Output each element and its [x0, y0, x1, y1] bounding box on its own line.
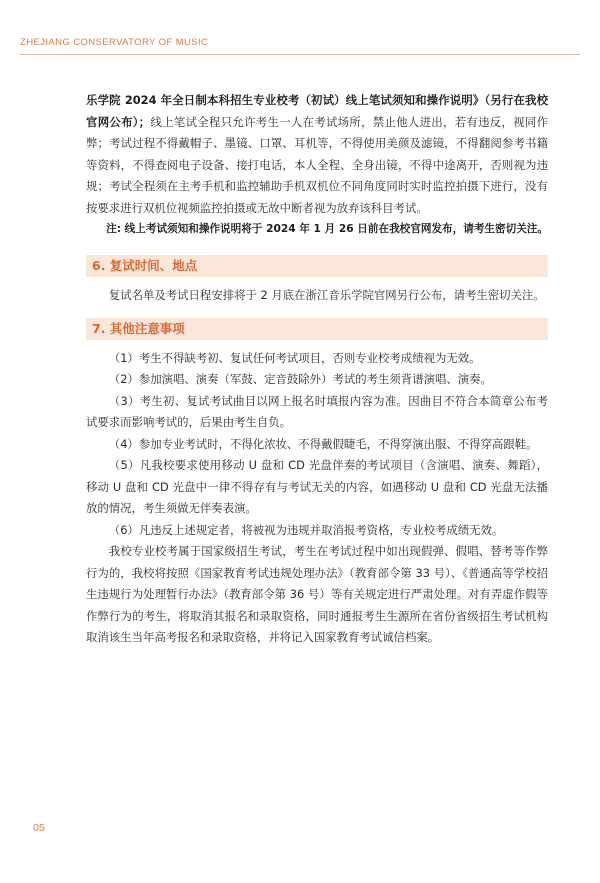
- section-7-item-1: （1）考生不得缺考初、复试任何考试项目，否则专业校考成绩视为无效。: [108, 350, 481, 365]
- header-title: ZHEJIANG CONSERVATORY OF MUSIC: [20, 37, 209, 48]
- section-7-item-4: （4）参加专业考试时，不得化浓妆、不得戴假睫毛，不得穿演出服、不得穿高跟鞋。: [108, 436, 538, 451]
- section-6-text: 复试名单及考试日程安排将于 2 月底在浙江音乐学院官网另行公布，请考生密切关注。: [108, 288, 545, 302]
- intro-body-text: 线上笔试全程只允许考生一人在考试场所，禁止他人进出，若有违反，视同作弊；考试过程不得戴帽子、墨镜、口罩、耳机等，不得使用美颜及滤镜，不得翻阅参考书籍等资料，不得查阅电子设备、接打电话，本人全程、全身出镜，不得中途离开，否则视为违规；考试全程须在主考手机和监控辅助手机双机位不同角度同时实时监控拍摄下进行，没有按要求进行双机位视频监控拍摄或无故中断者视为放弃该科目考试。: [86, 114, 548, 215]
- section-7-title: 7. 其他注意事项: [86, 318, 548, 340]
- intro-paragraph: [86, 90, 548, 219]
- intro-note: 注: 线上考试须知和操作说明将于 2024 年 1 月 26 日前在我校官网发布，请考生密切关注。: [106, 223, 548, 235]
- section-7-item-6: （6）凡违反上述规定者，将被视为违规并取消报考资格，专业校考成绩无效。: [108, 522, 504, 537]
- intro-bold-text: 乐学院 2024 年全日制本科招生专业校考（初试）线上笔试须知和操作说明》（另行在我校官网公布）；: [86, 93, 548, 129]
- section-7-item-5: （5）凡我校要求使用移动 U 盘和 CD 光盘伴奏的考试项目（含演唱、演奏、舞蹈），移动 U 盘和 CD 光盘中一律不得存有与考试无关的内容，如遇移动 U 盘和 CD 光盘无法播放的情况，考生须做无伴奏表演。: [86, 458, 548, 515]
- section-7-closing-paragraph: 我校专业校考属于国家级招生考试，考生在考试过程中如出现假弹、假唱、替考等作弊行为的，我校将按照《国家教育考试违规处理办法》（教育部令第 33 号）、《普通高等学校招生违规行为处理暂行办法》（教育部令第 36 号）等有关规定进行严肃处理。对有弄虚作假等作弊行为的考生，将取消其报名和录取资格，同时通报考生生源所在省份省级招生考试机构取消该生当年高考报名和录取资格，并将记入国家教育考试诚信档案。: [86, 544, 548, 644]
- section-7-item-2: （2）参加演唱、演奏（军鼓、定音鼓除外）考试的考生须背谱演唱、演奏。: [108, 372, 492, 386]
- section-7-item-3: （3）考生初、复试考试曲目以网上报名时填报内容为准。因曲目不符合本简章公布考试要求而影响考试的，后果由考生自负。: [86, 393, 548, 429]
- page-number: 05: [33, 822, 45, 834]
- header-divider: [20, 54, 580, 55]
- page-content: [86, 90, 548, 649]
- section-6-title: 6. 复试时间、地点: [86, 255, 548, 277]
